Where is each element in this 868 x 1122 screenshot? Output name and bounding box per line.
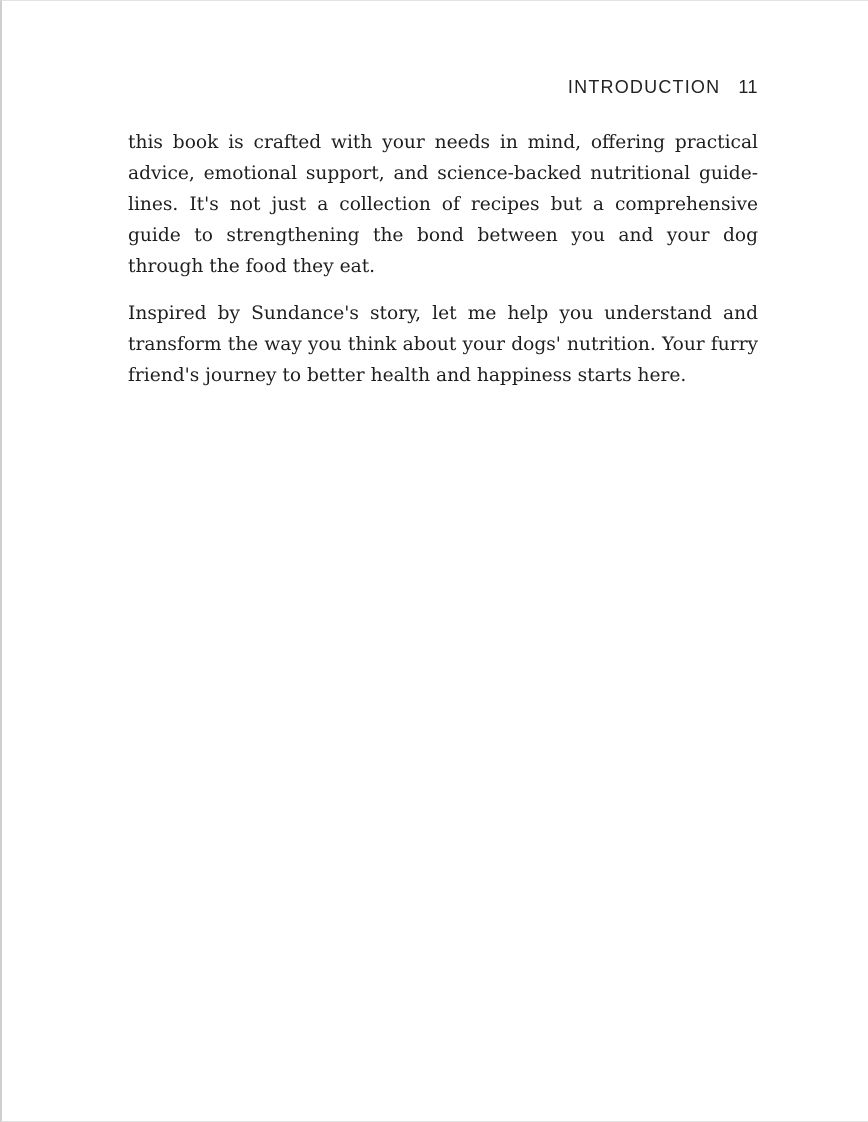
running-header <box>568 77 758 98</box>
paragraph: this book is crafted with your needs in mind, offering practical advice, emotional support, and science-backed nutritional guidelines. It's not just a collection of recipes but a comprehensive guide to strengthening the bond between you and your dog through the food they eat. <box>128 132 758 277</box>
section-title: INTRODUCTION <box>567 77 721 97</box>
paragraph: Inspired by Sundance's story, let me help you understand and transform the way you think about your dogs' nutrition. Your furry friend's journey to better health and happiness starts here. <box>128 303 758 386</box>
page-number: 11 <box>738 77 758 97</box>
body-text <box>128 127 758 407</box>
